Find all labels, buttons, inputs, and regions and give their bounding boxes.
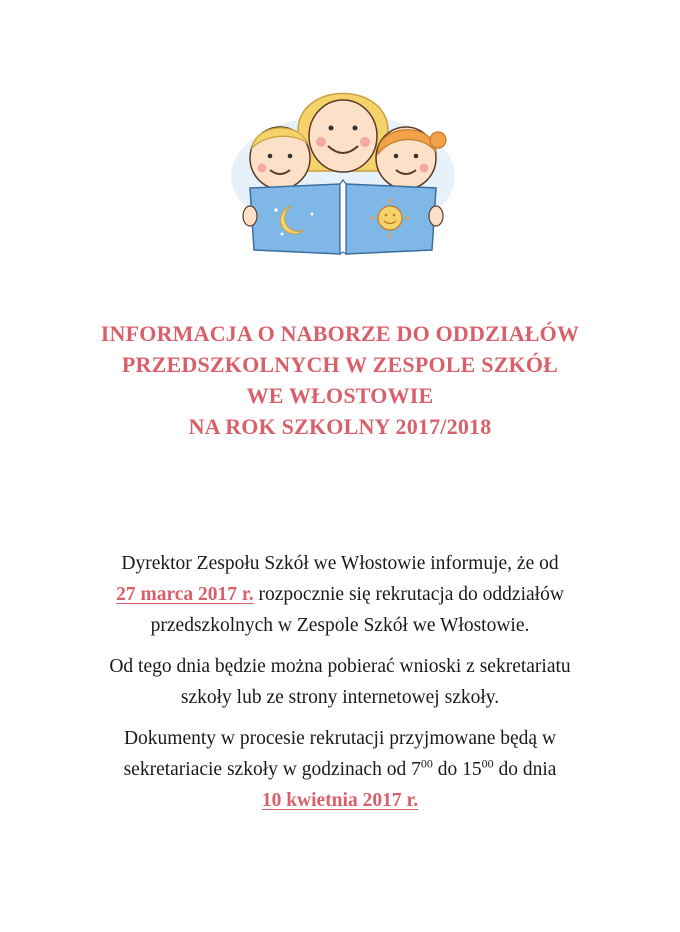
title-line-4: NA ROK SZKOLNY 2017/2018: [188, 414, 492, 439]
para3-text-c: do dnia: [493, 759, 557, 780]
children-reading-book-icon: [228, 76, 458, 256]
para2-line-2: szkoły lub ze strony internetowej szkoły.: [180, 687, 500, 708]
paragraph-recruitment-start: [60, 548, 620, 641]
title-line-3: WE WŁOSTOWIE: [246, 383, 434, 408]
paragraph-documents: [60, 723, 620, 816]
paragraph-applications: [60, 651, 620, 713]
para1-text-3: przedszkolnych w Zespole Szkół we Włostowie.: [150, 615, 530, 636]
para1-text-2: rozpocznie się rekrutacja do oddziałów: [253, 584, 564, 605]
para3-text-a: sekretariacie szkoły w godzinach od 7: [123, 759, 421, 780]
announcement-body: [60, 548, 620, 826]
hour-superscript-b: 00: [481, 756, 494, 771]
para3-text-b: do 15: [432, 759, 482, 780]
title-line-2: PRZEDSZKOLNYCH W ZESPOLE SZKÓŁ: [121, 352, 559, 377]
recruitment-start-date: 27 marca 2017 r.: [116, 584, 254, 605]
hour-superscript-a: 00: [420, 756, 433, 771]
deadline-date: 10 kwietnia 2017 r.: [261, 790, 419, 811]
para1-text-1: Dyrektor Zespołu Szkół we Włostowie informuje, że od: [121, 553, 559, 574]
para2-line-1: Od tego dnia będzie można pobierać wnioski z sekretariatu: [109, 656, 571, 677]
para3-line-1: Dokumenty w procesie rekrutacji przyjmowane będą w: [123, 728, 557, 749]
title-line-1: INFORMACJA O NABORZE DO ODDZIAŁÓW: [100, 321, 580, 346]
announcement-title: [0, 318, 680, 442]
